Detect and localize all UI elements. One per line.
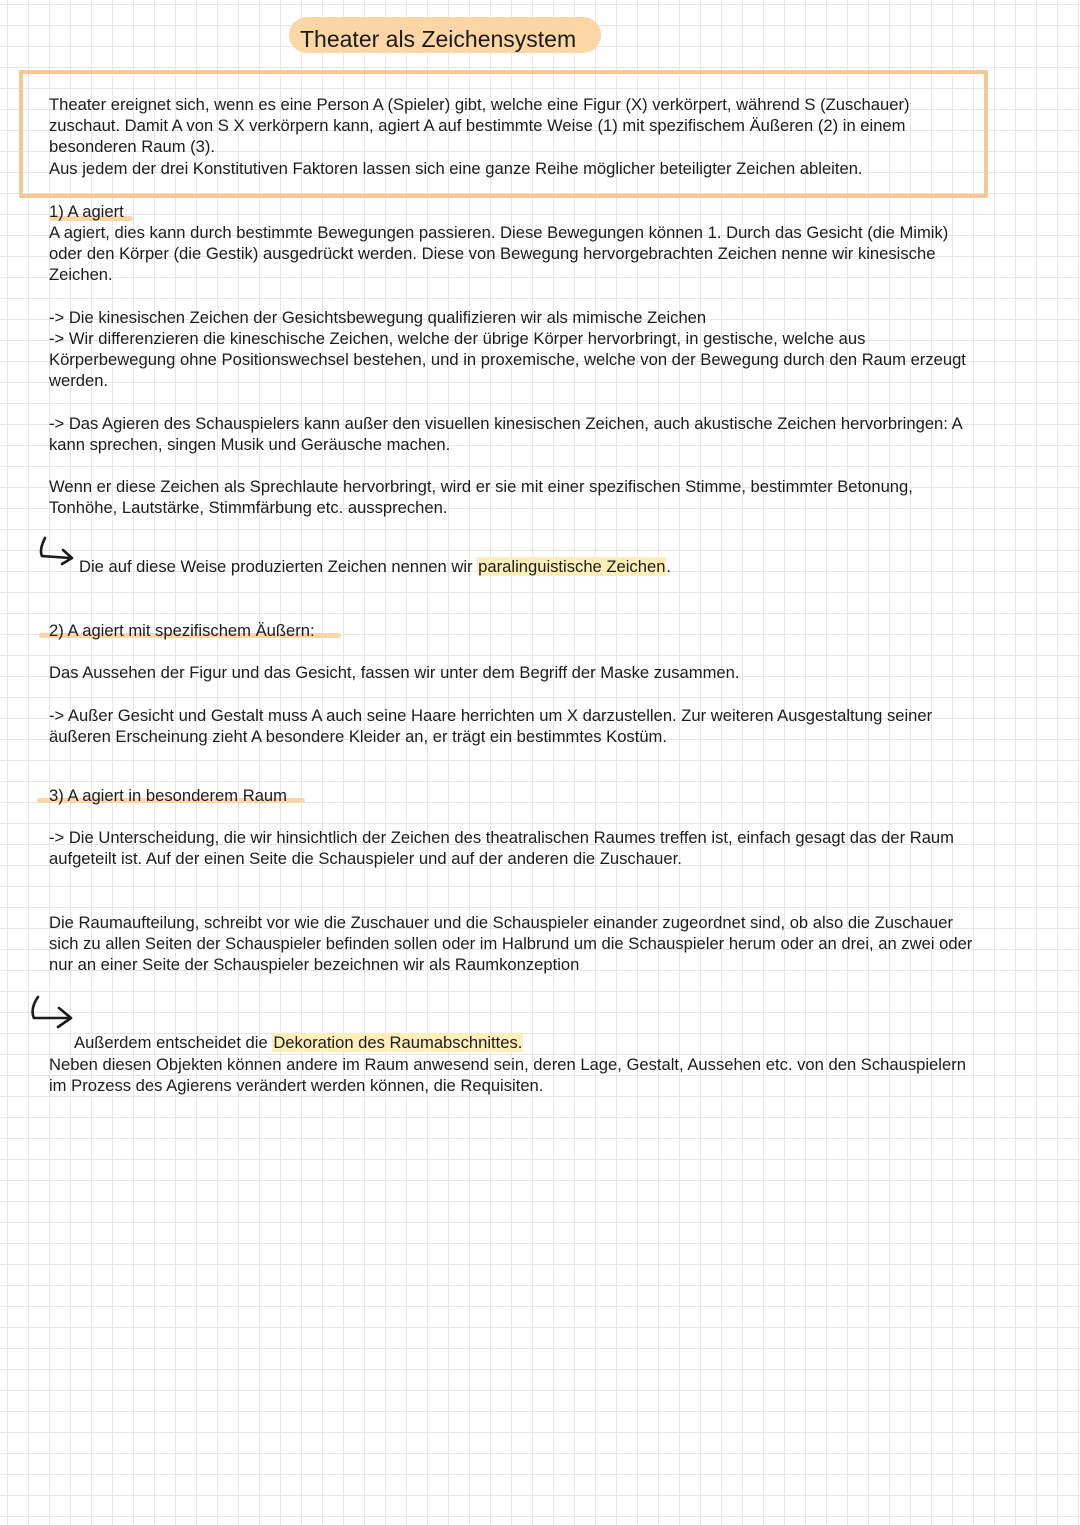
decoration-line — [74, 1032, 523, 1053]
highlighted-term: paralinguistische Zeichen — [478, 557, 666, 576]
conclusion-text: Die auf diese Weise produzierten Zeichen nennen wir — [79, 557, 478, 576]
paragraph-line: Das Aussehen der Figur und das Gesicht, fassen wir unter dem Begriff der Maske zusammen. — [49, 663, 740, 682]
paragraph-line: nur an einer Seite der Schauspieler bezeichnen wir als Raumkonzeption — [49, 955, 580, 974]
section-3-heading: 3) A agiert in besonderem Raum — [49, 786, 287, 805]
paragraph-line: Körperbewegung ohne Positionswechsel bestehen, und in proxemische, welche von der Bewegung durch den Raum erzeugt — [49, 350, 966, 369]
paragraph-line: -> Die kinesischen Zeichen der Gesichtsbewegung qualifizieren wir als mimische Zeichen — [49, 308, 707, 327]
paralinguistic-conclusion — [79, 556, 671, 577]
intro-line: besonderen Raum (3). — [49, 137, 216, 156]
paragraph-line: werden. — [49, 371, 109, 390]
section-2-heading: 2) A agiert mit spezifischem Äußern: — [49, 621, 315, 640]
curved-down-right-arrow-icon — [28, 994, 78, 1034]
paragraph-line: aufgeteilt ist. Auf der einen Seite die Schauspieler und auf der anderen die Zuschauer. — [49, 849, 682, 868]
paragraph-line: äußeren Erscheinung zieht A besondere Kleider an, er trägt ein bestimmtes Kostüm. — [49, 727, 667, 746]
paragraph-line: Zeichen. — [49, 265, 113, 284]
paragraph-line: -> Außer Gesicht und Gestalt muss A auch seine Haare herrichten um X darzustellen. Zur weiteren Ausgestaltung seiner — [49, 706, 933, 725]
paragraph-line: Neben diesen Objekten können andere im Raum anwesend sein, deren Lage, Gestalt, Aussehen etc. von den Schauspielern — [49, 1055, 966, 1074]
highlighted-term: Dekoration des Raumabschnittes. — [273, 1033, 523, 1052]
intro-line: zuschaut. Damit A von S X verkörpern kann, agiert A auf bestimmte Weise (1) mit spezifischem Äußeren (2) in einem — [49, 116, 906, 135]
section-1-heading: 1) A agiert — [49, 202, 124, 221]
intro-line: Aus jedem der drei Konstitutiven Faktoren lassen sich eine ganze Reihe möglicher beteiligter Zeichen ableiten. — [49, 159, 863, 178]
paragraph-line: im Prozess des Agierens verändert werden können, die Requisiten. — [49, 1076, 544, 1095]
paragraph-line: sich zu allen Seiten der Schauspieler befinden sollen oder im Halbrund um die Schauspieler herum oder an drei, an zwei oder — [49, 934, 973, 953]
paragraph-line: Wenn er diese Zeichen als Sprechlaute hervorbringt, wird er sie mit einer spezifischen Stimme, bestimmter Betonung, — [49, 477, 913, 496]
curved-down-right-arrow-icon — [36, 534, 80, 574]
page-title: Theater als Zeichensystem — [300, 26, 577, 52]
paragraph-line: -> Wir differenzieren die kineschische Zeichen, welche der übrige Körper hervorbringt, in gestische, welche aus — [49, 329, 866, 348]
paragraph-line: -> Die Unterscheidung, die wir hinsichtlich der Zeichen des theatralischen Raumes treffen ist, einfach gesagt das der Raum — [49, 828, 954, 847]
paragraph-line: -> Das Agieren des Schauspielers kann außer den visuellen kinesischen Zeichen, auch akustische Zeichen hervorbringen: A — [49, 414, 963, 433]
paragraph-line: A agiert, dies kann durch bestimmte Bewegungen passieren. Diese Bewegungen können 1. Durch das Gesicht (die Mimik) — [49, 223, 949, 242]
conclusion-suffix: . — [666, 557, 672, 576]
intro-line: Theater ereignet sich, wenn es eine Person A (Spieler) gibt, welche eine Figur (X) verkörpert, während S (Zuschauer) — [49, 95, 910, 114]
decoration-text: Außerdem entscheidet die — [74, 1033, 273, 1052]
paragraph-line: Die Raumaufteilung, schreibt vor wie die Zuschauer und die Schauspieler einander zugeordnet sind, ob also die Zuschauer — [49, 913, 953, 932]
paragraph-line: Tonhöhe, Lautstärke, Stimmfärbung etc. aussprechen. — [49, 498, 448, 517]
paragraph-line: kann sprechen, singen Musik und Geräusche machen. — [49, 435, 451, 454]
paragraph-line: oder den Körper (die Gestik) ausgedrückt werden. Diese von Bewegung hervorgebrachten Zeichen nenne wir kinesische — [49, 244, 936, 263]
